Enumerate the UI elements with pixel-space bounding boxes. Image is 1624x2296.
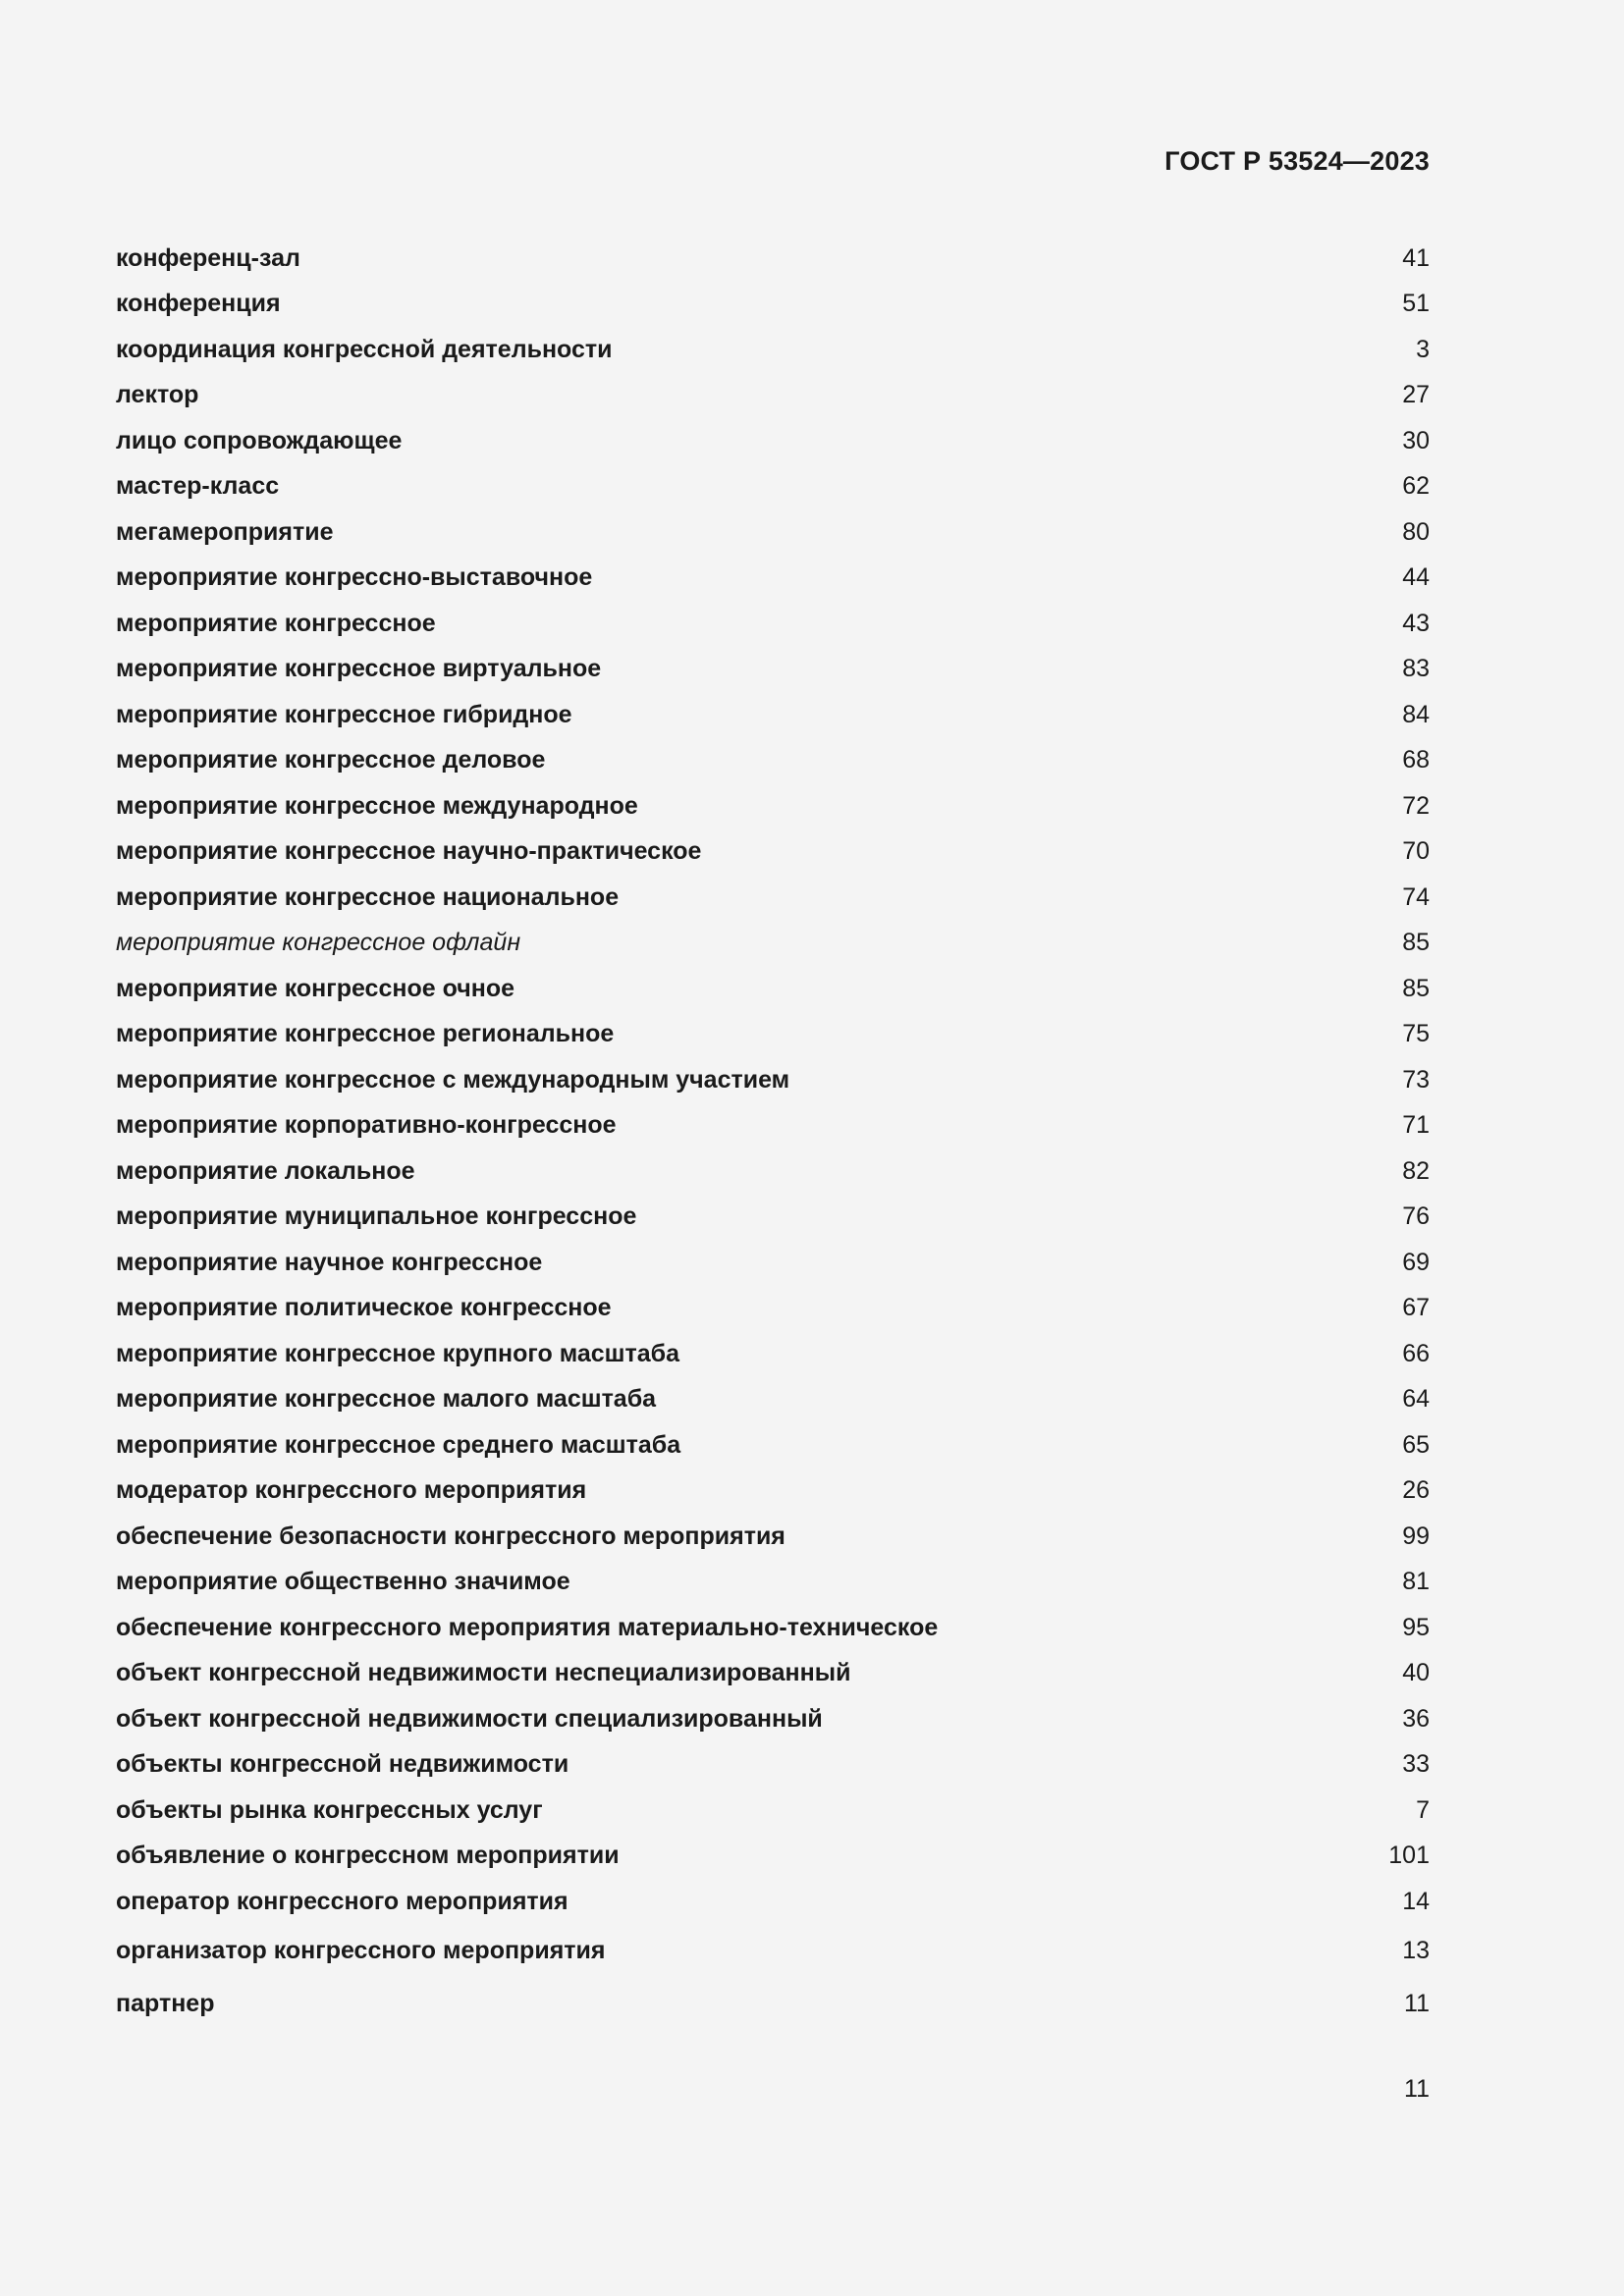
index-entry — [116, 418, 1430, 464]
index-term-number: 26 — [1402, 1476, 1430, 1505]
index-term: мероприятие локальное — [116, 1156, 415, 1185]
index-entry — [116, 1331, 1430, 1377]
index-term-number: 80 — [1402, 517, 1430, 546]
index-entry — [116, 1286, 1430, 1332]
index-term-number: 85 — [1402, 929, 1430, 957]
index-term-number: 70 — [1402, 837, 1430, 866]
index-entry — [116, 1148, 1430, 1195]
index-term: мероприятие конгрессное среднего масштаба — [116, 1430, 681, 1459]
document-standard-code: ГОСТ Р 53524—2023 — [1164, 146, 1430, 176]
index-term-number: 66 — [1402, 1339, 1430, 1367]
index-entry — [116, 1422, 1430, 1468]
index-term: обеспечение конгрессного мероприятия материально-техническое — [116, 1613, 939, 1641]
index-entry — [116, 1742, 1430, 1789]
index-entry — [116, 601, 1430, 647]
index-term: мастер-класс — [116, 472, 280, 501]
index-entry — [116, 282, 1430, 328]
index-term: мероприятие политическое конгрессное — [116, 1294, 612, 1322]
index-entry — [116, 556, 1430, 602]
index-entry — [116, 1879, 1430, 1925]
index-term: мероприятие конгрессное деловое — [116, 746, 546, 774]
index-term-number: 33 — [1402, 1750, 1430, 1779]
index-term-number: 67 — [1402, 1294, 1430, 1322]
index-term-number: 75 — [1402, 1020, 1430, 1048]
index-term-number: 62 — [1402, 472, 1430, 501]
index-term: модератор конгрессного мероприятия — [116, 1476, 587, 1505]
index-entry — [116, 327, 1430, 373]
index-term: координация конгрессной деятельности — [116, 335, 613, 363]
index-term: организатор конгрессного мероприятия — [116, 1937, 606, 1964]
index-entry — [116, 1103, 1430, 1149]
page-number: 11 — [1404, 2075, 1430, 2103]
index-term-number: 68 — [1402, 746, 1430, 774]
index-term-number: 11 — [1404, 1990, 1430, 2017]
index-term: мероприятие конгрессное очное — [116, 974, 515, 1002]
index-entry — [116, 1651, 1430, 1697]
index-term: мероприятие конгрессное виртуальное — [116, 655, 602, 683]
index-entry — [116, 509, 1430, 556]
index-term: мероприятие конгрессное крупного масштаба — [116, 1339, 679, 1367]
alphabetical-index — [116, 236, 1430, 2031]
index-term-number: 85 — [1402, 974, 1430, 1002]
index-term: мероприятие научное конгрессное — [116, 1248, 543, 1276]
index-term-number: 41 — [1402, 243, 1430, 272]
index-entry — [116, 236, 1430, 282]
index-term-number: 74 — [1402, 882, 1430, 911]
index-term: оператор конгрессного мероприятия — [116, 1887, 568, 1915]
index-term: мероприятие конгрессное офлайн — [116, 929, 521, 957]
index-term: мероприятие конгрессное малого масштаба — [116, 1385, 657, 1414]
index-term-number: 14 — [1402, 1887, 1430, 1915]
index-term: мероприятие конгрессное национальное — [116, 882, 620, 911]
index-term-number: 83 — [1402, 655, 1430, 683]
index-entry — [116, 1057, 1430, 1103]
index-entry — [116, 783, 1430, 829]
index-term: объекты конгрессной недвижимости — [116, 1750, 569, 1779]
index-term-number: 51 — [1402, 290, 1430, 318]
index-entry — [116, 1605, 1430, 1651]
index-entry — [116, 1925, 1430, 1978]
index-term-number: 95 — [1402, 1613, 1430, 1641]
index-term: конференц-зал — [116, 243, 300, 272]
index-term-number: 65 — [1402, 1430, 1430, 1459]
index-entry — [116, 738, 1430, 784]
index-term-number: 101 — [1388, 1842, 1430, 1870]
index-entry — [116, 1514, 1430, 1560]
index-term: мероприятие конгрессное — [116, 609, 436, 637]
index-term: объект конгрессной недвижимости специализированный — [116, 1704, 823, 1733]
index-term-number: 76 — [1402, 1202, 1430, 1231]
index-entry — [116, 966, 1430, 1012]
index-entry — [116, 1978, 1430, 2031]
index-term-number: 64 — [1402, 1385, 1430, 1414]
index-term: лицо сопровождающее — [116, 426, 403, 454]
index-term: объявление о конгрессном мероприятии — [116, 1842, 620, 1870]
index-term: мероприятие конгрессное с международным участием — [116, 1065, 790, 1094]
index-term: партнер — [116, 1990, 215, 2017]
index-term: мероприятие общественно значимое — [116, 1568, 570, 1596]
index-term-number: 36 — [1402, 1704, 1430, 1733]
index-term: объект конгрессной недвижимости неспециализированный — [116, 1659, 851, 1687]
index-entry — [116, 1834, 1430, 1880]
index-term: мегамероприятие — [116, 517, 334, 546]
index-entry — [116, 1468, 1430, 1515]
index-term-number: 7 — [1416, 1795, 1430, 1824]
index-entry — [116, 1240, 1430, 1286]
index-term: обеспечение безопасности конгрессного мероприятия — [116, 1522, 785, 1550]
index-term: мероприятие конгрессное международное — [116, 791, 638, 820]
index-term: мероприятие корпоративно-конгрессное — [116, 1111, 617, 1140]
index-entry — [116, 1560, 1430, 1606]
index-term-number: 81 — [1402, 1568, 1430, 1596]
index-entry — [116, 1788, 1430, 1834]
index-term-number: 43 — [1402, 609, 1430, 637]
index-entry — [116, 692, 1430, 738]
index-term-number: 44 — [1402, 563, 1430, 592]
index-entry — [116, 464, 1430, 510]
index-term-number: 13 — [1402, 1937, 1430, 1964]
index-entry — [116, 647, 1430, 693]
index-term: мероприятие муниципальное конгрессное — [116, 1202, 637, 1231]
index-term: мероприятие конгрессное научно-практическое — [116, 837, 702, 866]
index-entry — [116, 875, 1430, 921]
index-entry — [116, 829, 1430, 876]
index-term: объекты рынка конгрессных услуг — [116, 1795, 543, 1824]
index-entry — [116, 1696, 1430, 1742]
index-entry — [116, 373, 1430, 419]
index-term-number: 71 — [1402, 1111, 1430, 1140]
index-term-number: 30 — [1402, 426, 1430, 454]
index-term: мероприятие конгрессное региональное — [116, 1020, 615, 1048]
index-term-number: 40 — [1402, 1659, 1430, 1687]
index-entry — [116, 1012, 1430, 1058]
index-entry — [116, 1377, 1430, 1423]
index-entry-italic — [116, 921, 1430, 967]
index-term-number: 82 — [1402, 1156, 1430, 1185]
index-term-number: 84 — [1402, 700, 1430, 728]
index-term-number: 3 — [1416, 335, 1430, 363]
index-term-number: 99 — [1402, 1522, 1430, 1550]
index-term: конференция — [116, 290, 281, 318]
index-term-number: 73 — [1402, 1065, 1430, 1094]
index-term: мероприятие конгрессно-выставочное — [116, 563, 593, 592]
index-entry — [116, 1195, 1430, 1241]
index-term: лектор — [116, 381, 199, 409]
index-term-number: 27 — [1402, 381, 1430, 409]
index-term: мероприятие конгрессное гибридное — [116, 700, 572, 728]
index-term-number: 69 — [1402, 1248, 1430, 1276]
index-term-number: 72 — [1402, 791, 1430, 820]
